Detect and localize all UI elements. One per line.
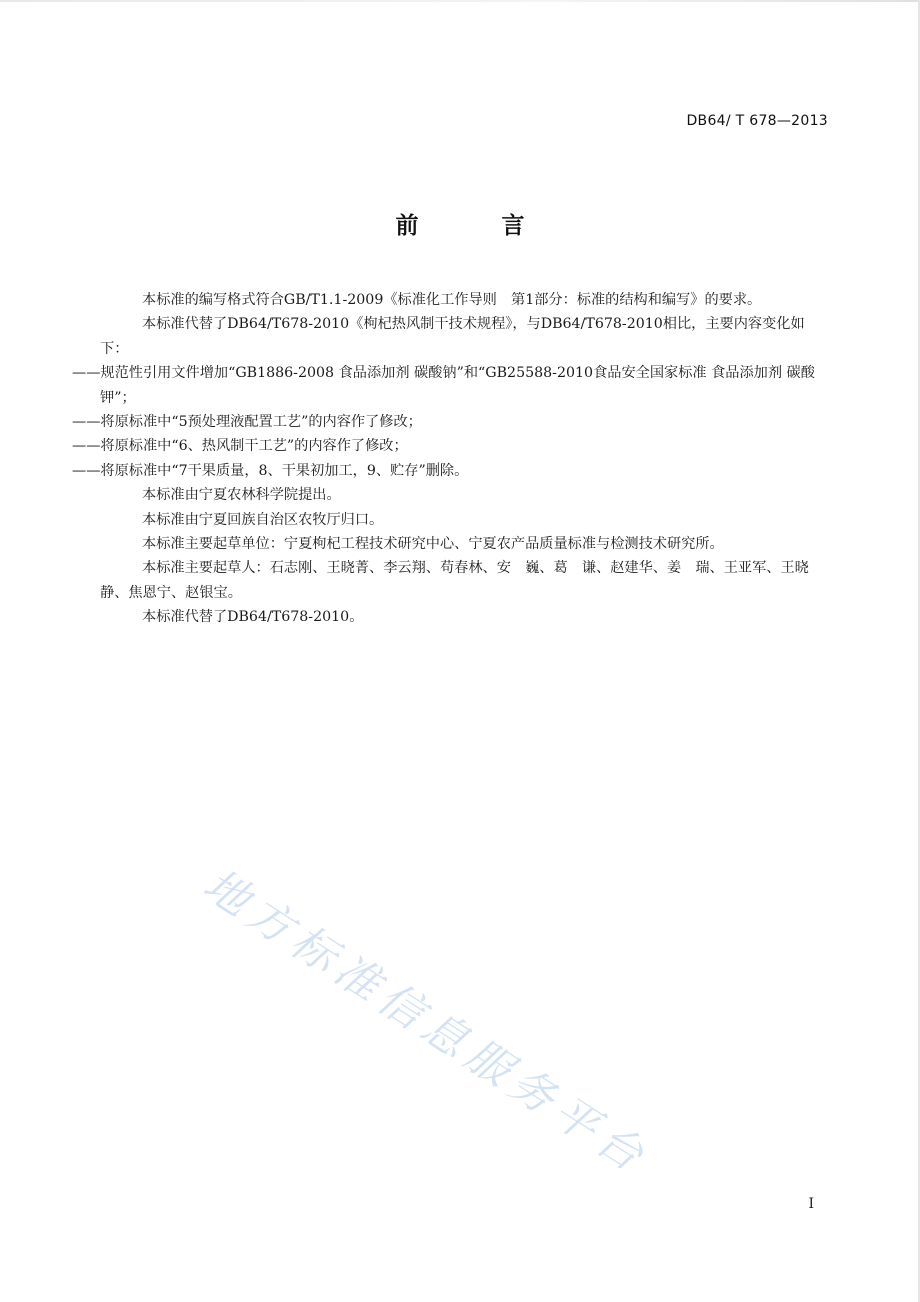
paragraph-format: 本标准的编写格式符合GB/T1.1-2009《标准化工作导则 第1部分：标准的结构和编写》的要求。: [142, 292, 762, 308]
foreword-body: [72, 288, 830, 630]
page-title: 前 言: [395, 213, 555, 239]
paragraph-drafting-units: 本标准主要起草单位：宁夏枸杞工程技术研究中心、宁夏农产品质量标准与检测技术研究所。: [142, 536, 724, 553]
change-item-1: ——规范性引用文件增加“GB1886-2008 食品添加剂 碳酸钠”和“GB25588-2010食品安全国家标准 食品添加剂 碳酸钾”；: [72, 365, 815, 406]
paragraph-drafters: 本标准主要起草人：石志刚、王晓菁、李云翔、苟春林、安 巍、葛 谦、赵建华、姜 瑞、王亚军、王晓静、焦恩宁、赵银宝。: [100, 560, 809, 601]
standard-code: DB64/ T 678—2013: [686, 113, 828, 129]
paragraph-superseded: 本标准代替了DB64/T678-2010。: [142, 609, 364, 626]
change-item-3: ——将原标准中“6、热风制干工艺”的内容作了修改；: [72, 438, 408, 455]
scan-edge-top: [0, 0, 920, 2]
change-item-2: ——将原标准中“5预处理液配置工艺”的内容作了修改；: [72, 414, 422, 431]
page-number: I: [808, 1196, 814, 1212]
watermark: 地方标准信息服务平台: [194, 859, 659, 1186]
change-item-4: ——将原标准中“7干果质量，8、干果初加工，9、贮存”删除。: [72, 462, 469, 479]
paragraph-proposer: 本标准由宁夏农林科学院提出。: [142, 487, 341, 504]
paragraph-administrator: 本标准由宁夏回族自治区农牧厅归口。: [142, 511, 384, 528]
paragraph-replacement: 本标准代替了DB64/T678-2010《枸杞热风制干技术规程》，与DB64/T678-2010相比，主要内容变化如下：: [100, 316, 805, 357]
